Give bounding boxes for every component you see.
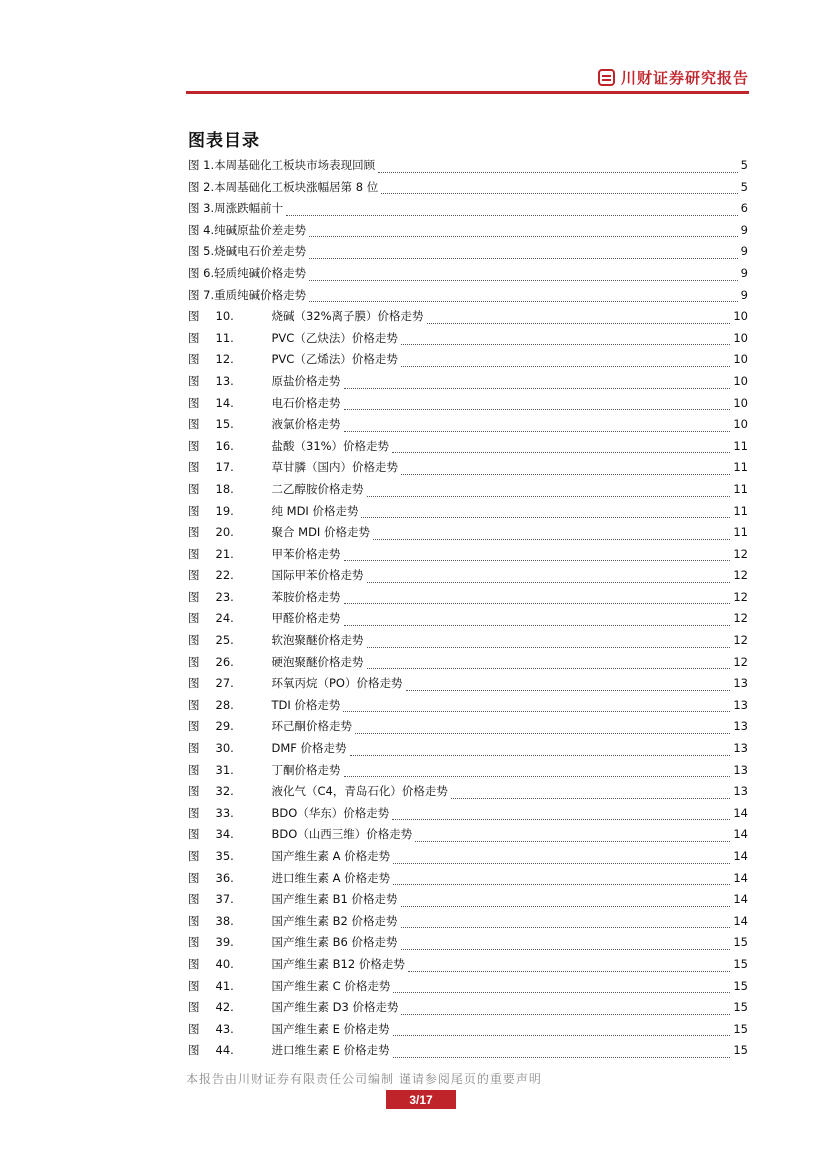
toc-entry[interactable] xyxy=(188,848,748,870)
toc-entry-number: 21. xyxy=(215,546,234,561)
toc-entry-page: 12 xyxy=(733,546,748,561)
toc-leader-dots xyxy=(344,559,731,561)
toc-entry-page: 5 xyxy=(740,179,748,194)
toc-entry-page: 12 xyxy=(733,633,748,648)
toc-entry[interactable] xyxy=(188,222,748,244)
toc-leader-dots xyxy=(451,797,731,799)
toc-leader-dots xyxy=(344,430,731,432)
toc-entry[interactable] xyxy=(188,1042,748,1064)
toc-entry-label: 图 xyxy=(188,762,200,777)
toc-entry-label: 图 2. xyxy=(188,179,215,194)
toc-entry-label: 图 3. xyxy=(188,201,215,216)
toc-entry[interactable] xyxy=(188,524,748,546)
toc-entry-page: 12 xyxy=(733,654,748,669)
toc-entry-title: TDI 价格走势 xyxy=(271,697,341,712)
toc-leader-dots xyxy=(401,948,731,950)
toc-entry-number: 36. xyxy=(215,870,234,885)
toc-entry-title: 国产维生素 E 价格走势 xyxy=(271,1021,390,1036)
toc-entry-label: 图 xyxy=(188,438,200,453)
toc-leader-dots xyxy=(344,775,731,777)
toc-entry-number: 25. xyxy=(215,633,234,648)
toc-entry-title: 二乙醇胺价格走势 xyxy=(271,481,364,496)
toc-entry-label: 图 xyxy=(188,309,200,324)
toc-entry-title: 环氧丙烷（PO）价格走势 xyxy=(271,676,403,691)
toc-entry-page: 11 xyxy=(733,525,748,540)
toc-entry-page: 15 xyxy=(733,956,748,971)
toc-entry-number: 11. xyxy=(215,330,234,345)
toc-entry-page: 14 xyxy=(733,849,748,863)
toc-entry[interactable] xyxy=(188,330,748,352)
toc-leader-dots xyxy=(343,710,730,712)
toc-entry[interactable] xyxy=(188,740,748,762)
toc-entry-label: 图 xyxy=(188,827,200,842)
toc-entry-number: 38. xyxy=(215,913,234,928)
toc-entry[interactable] xyxy=(188,438,748,460)
toc-entry-number: 14. xyxy=(215,395,234,410)
toc-entry-label: 图 xyxy=(188,1000,200,1015)
toc-entry-title: BDO（山西三维）价格走势 xyxy=(271,827,413,842)
toc-entry-title: 甲醛价格走势 xyxy=(271,611,341,626)
toc-entry-number: 43. xyxy=(215,1021,234,1036)
toc-entry[interactable] xyxy=(188,891,748,913)
toc-entry[interactable] xyxy=(188,308,748,330)
toc-entry-label: 图 xyxy=(188,870,200,885)
toc-entry[interactable] xyxy=(188,200,748,222)
toc-entry[interactable] xyxy=(188,351,748,373)
toc-entry-number: 39. xyxy=(215,935,234,950)
toc-entry[interactable] xyxy=(188,589,748,611)
toc-entry-number: 16. xyxy=(215,438,234,453)
toc-entry-title: 进口维生素 A 价格走势 xyxy=(271,870,391,885)
toc-entry-title: 硬泡聚醚价格走势 xyxy=(271,654,364,669)
toc-leader-dots xyxy=(393,883,730,885)
toc-entry[interactable] xyxy=(188,978,748,1000)
toc-entry-title: 国际甲苯价格走势 xyxy=(271,568,364,583)
toc-entry-label: 图 xyxy=(188,546,200,561)
toc-entry-label: 图 xyxy=(188,373,200,388)
toc-entry-number: 42. xyxy=(215,1000,234,1015)
header-divider xyxy=(186,91,749,94)
toc-entry-title: 烧碱电石价差走势 xyxy=(214,244,307,259)
toc-entry[interactable] xyxy=(188,826,748,848)
toc-entry-title: 国产维生素 C 价格走势 xyxy=(271,978,391,993)
toc-entry-page: 14 xyxy=(733,805,748,820)
toc-entry-number: 30. xyxy=(215,741,234,756)
toc-entry[interactable] xyxy=(188,610,748,632)
toc-entry-label: 图 xyxy=(188,741,200,756)
toc-entry-label: 图 xyxy=(188,395,200,410)
toc-entry-page: 10 xyxy=(733,417,748,432)
toc-entry-page: 9 xyxy=(740,222,748,237)
toc-entry-title: 电石价格走势 xyxy=(271,395,341,410)
toc-entry-label: 图 6. xyxy=(188,265,215,280)
toc-entry[interactable] xyxy=(188,243,748,265)
toc-entry[interactable] xyxy=(188,697,748,719)
toc-entry-label: 图 xyxy=(188,460,200,475)
toc-entry-number: 31. xyxy=(215,762,234,777)
toc-entry[interactable] xyxy=(188,546,748,568)
toc-leader-dots xyxy=(393,991,730,993)
toc-entry[interactable] xyxy=(188,718,748,740)
toc-entry-page: 15 xyxy=(733,1021,748,1036)
toc-entry-label: 图 xyxy=(188,589,200,604)
toc-entry-title: 国产维生素 B1 价格走势 xyxy=(271,892,398,907)
toc-entry-page: 6 xyxy=(740,201,748,216)
toc-list xyxy=(188,157,748,1064)
brand-name: 川财证券研究报告 xyxy=(620,69,749,87)
toc-leader-dots xyxy=(367,581,731,583)
toc-entry[interactable] xyxy=(188,999,748,1021)
toc-entry[interactable] xyxy=(188,567,748,589)
toc-entry-number: 23. xyxy=(215,589,234,604)
chuancai-logo-icon xyxy=(598,69,615,86)
toc-entry-label: 图 xyxy=(188,719,200,734)
toc-entry-label: 图 xyxy=(188,935,200,950)
toc-entry[interactable] xyxy=(188,179,748,201)
toc-entry-label: 图 xyxy=(188,805,200,820)
toc-entry-page: 13 xyxy=(733,676,748,691)
toc-entry-page: 12 xyxy=(733,568,748,583)
toc-entry-page: 14 xyxy=(733,913,748,928)
toc-entry-page: 9 xyxy=(740,287,748,302)
toc-entry-label: 图 xyxy=(188,849,200,863)
toc-entry-number: 17. xyxy=(215,460,234,475)
toc-leader-dots xyxy=(344,387,731,389)
toc-entry-title: BDO（华东）价格走势 xyxy=(271,805,390,820)
toc-entry[interactable] xyxy=(188,373,748,395)
toc-entry[interactable] xyxy=(188,805,748,827)
toc-leader-dots xyxy=(392,818,730,820)
toc-entry[interactable] xyxy=(188,503,748,525)
toc-entry-title: 盐酸（31%）价格走势 xyxy=(271,438,390,453)
toc-entry-page: 10 xyxy=(733,395,748,410)
toc-leader-dots xyxy=(401,1013,730,1015)
toc-entry-number: 32. xyxy=(215,784,234,799)
toc-entry-title: 丁酮价格走势 xyxy=(271,762,341,777)
toc-title: 图表目录 xyxy=(188,131,260,151)
toc-entry-title: 甲苯价格走势 xyxy=(271,546,341,561)
toc-entry-label: 图 xyxy=(188,633,200,648)
toc-leader-dots xyxy=(361,516,730,518)
toc-entry-page: 14 xyxy=(733,870,748,885)
header-brand xyxy=(598,67,749,88)
toc-entry-label: 图 xyxy=(188,417,200,432)
toc-leader-dots xyxy=(393,862,730,864)
toc-entry-title: 液化气（C4，青岛石化）价格走势 xyxy=(271,784,448,799)
toc-leader-dots xyxy=(393,1034,731,1036)
toc-entry-page: 10 xyxy=(733,352,748,367)
footer-statement: 本报告由川财证券有限责任公司编制 谨请参阅尾页的重要声明 xyxy=(186,1072,542,1086)
toc-entry[interactable] xyxy=(188,913,748,935)
toc-entry-label: 图 xyxy=(188,481,200,496)
toc-entry-title: 草甘膦（国内）价格走势 xyxy=(271,460,398,475)
toc-entry-title: 国产维生素 D3 价格走势 xyxy=(271,1000,399,1015)
toc-entry-page: 13 xyxy=(733,784,748,799)
toc-entry-label: 图 xyxy=(188,913,200,928)
toc-entry-title: 进口维生素 E 价格走势 xyxy=(271,1043,390,1058)
toc-entry[interactable] xyxy=(188,762,748,784)
toc-entry-title: 轻质纯碱价格走势 xyxy=(214,265,307,280)
toc-leader-dots xyxy=(406,689,731,691)
toc-entry-label: 图 xyxy=(188,1021,200,1036)
toc-entry-label: 图 5. xyxy=(188,244,215,259)
toc-entry-title: 环己酮价格走势 xyxy=(271,719,352,734)
toc-entry-title: 纯碱原盐价差走势 xyxy=(214,222,307,237)
toc-entry[interactable] xyxy=(188,287,748,309)
toc-entry[interactable] xyxy=(188,783,748,805)
toc-entry[interactable] xyxy=(188,416,748,438)
toc-entry-title: 液氯价格走势 xyxy=(271,417,341,432)
toc-entry-page: 10 xyxy=(733,330,748,345)
toc-entry-label: 图 xyxy=(188,654,200,669)
toc-entry[interactable] xyxy=(188,654,748,676)
toc-entry-title: 聚合 MDI 价格走势 xyxy=(271,525,370,540)
toc-entry-title: PVC（乙烯法）价格走势 xyxy=(271,352,398,367)
toc-entry-title: 本周基础化工板块市场表现回顾 xyxy=(214,158,376,172)
toc-entry-title: 国产维生素 B2 价格走势 xyxy=(271,913,398,928)
toc-entry-number: 41. xyxy=(215,978,234,993)
page-number-badge: 3/17 xyxy=(386,1090,456,1109)
toc-entry-page: 13 xyxy=(733,719,748,734)
toc-leader-dots xyxy=(286,214,738,216)
toc-entry-title: 纯 MDI 价格走势 xyxy=(271,503,359,518)
toc-entry-label: 图 4. xyxy=(188,222,215,237)
toc-entry-number: 44. xyxy=(215,1043,234,1058)
toc-leader-dots xyxy=(309,257,738,259)
toc-leader-dots xyxy=(344,624,731,626)
toc-entry-label: 图 xyxy=(188,503,200,518)
toc-entry-number: 24. xyxy=(215,611,234,626)
toc-leader-dots xyxy=(378,171,738,173)
toc-entry[interactable] xyxy=(188,1021,748,1043)
toc-entry[interactable] xyxy=(188,265,748,287)
toc-leader-dots xyxy=(408,970,731,972)
toc-entry-page: 15 xyxy=(733,1043,748,1058)
toc-leader-dots xyxy=(355,732,730,734)
toc-leader-dots xyxy=(401,365,731,367)
toc-entry-label: 图 xyxy=(188,525,200,540)
toc-leader-dots xyxy=(392,451,730,453)
toc-entry[interactable] xyxy=(188,956,748,978)
toc-entry-page: 5 xyxy=(740,158,748,172)
toc-entry[interactable] xyxy=(188,481,748,503)
toc-leader-dots xyxy=(367,646,731,648)
toc-entry-label: 图 xyxy=(188,611,200,626)
toc-entry-title: DMF 价格走势 xyxy=(271,741,347,756)
toc-entry-label: 图 xyxy=(188,568,200,583)
toc-leader-dots xyxy=(381,192,737,194)
toc-entry-page: 9 xyxy=(740,244,748,259)
toc-entry-page: 15 xyxy=(733,978,748,993)
toc-entry-title: 本周基础化工板块涨幅居第 8 位 xyxy=(214,179,379,194)
toc-entry-number: 29. xyxy=(215,719,234,734)
toc-entry-label: 图 xyxy=(188,676,200,691)
toc-entry-page: 11 xyxy=(733,481,748,496)
toc-entry-number: 12. xyxy=(215,352,234,367)
toc-entry-label: 图 xyxy=(188,697,200,712)
toc-entry-label: 图 xyxy=(188,784,200,799)
toc-entry-page: 11 xyxy=(733,438,748,453)
toc-leader-dots xyxy=(427,322,731,324)
toc-entry-page: 14 xyxy=(733,827,748,842)
toc-leader-dots xyxy=(309,300,738,302)
toc-leader-dots xyxy=(393,1056,731,1058)
toc-entry-number: 22. xyxy=(215,568,234,583)
toc-entry-number: 27. xyxy=(215,676,234,691)
toc-entry-number: 26. xyxy=(215,654,234,669)
toc-entry-number: 40. xyxy=(215,956,234,971)
toc-entry-title: 国产维生素 B6 价格走势 xyxy=(271,935,398,950)
toc-entry-page: 15 xyxy=(733,935,748,950)
toc-entry[interactable] xyxy=(188,870,748,892)
toc-leader-dots xyxy=(367,495,731,497)
toc-entry-label: 图 1. xyxy=(188,158,215,172)
toc-entry-number: 37. xyxy=(215,892,234,907)
toc-entry-title: 周涨跌幅前十 xyxy=(214,201,284,216)
toc-entry-number: 20. xyxy=(215,525,234,540)
toc-entry-number: 19. xyxy=(215,503,234,518)
toc-entry-title: 烧碱（32%离子膜）价格走势 xyxy=(271,309,424,324)
toc-entry-title: 软泡聚醚价格走势 xyxy=(271,633,364,648)
toc-entry-page: 13 xyxy=(733,697,748,712)
toc-leader-dots xyxy=(401,926,731,928)
toc-entry-title: 国产维生素 B12 价格走势 xyxy=(271,956,405,971)
toc-leader-dots xyxy=(309,235,738,237)
toc-leader-dots xyxy=(401,473,730,475)
toc-entry-page: 12 xyxy=(733,589,748,604)
toc-entry-page: 13 xyxy=(733,741,748,756)
toc-leader-dots xyxy=(367,667,731,669)
toc-entry-number: 33. xyxy=(215,805,234,820)
toc-entry-number: 18. xyxy=(215,481,234,496)
toc-entry-page: 9 xyxy=(740,265,748,280)
toc-entry-page: 10 xyxy=(733,309,748,324)
toc-leader-dots xyxy=(415,840,730,842)
toc-leader-dots xyxy=(344,602,731,604)
toc-entry-page: 12 xyxy=(733,611,748,626)
toc-entry[interactable] xyxy=(188,632,748,654)
toc-entry[interactable] xyxy=(188,675,748,697)
toc-leader-dots xyxy=(401,343,731,345)
toc-leader-dots xyxy=(401,905,731,907)
toc-entry-label: 图 xyxy=(188,956,200,971)
toc-entry-page: 11 xyxy=(733,460,748,475)
toc-entry-title: 苯胺价格走势 xyxy=(271,589,341,604)
toc-entry-number: 34. xyxy=(215,827,234,842)
toc-entry-label: 图 xyxy=(188,352,200,367)
toc-entry-title: 重质纯碱价格走势 xyxy=(214,287,307,302)
toc-entry-page: 15 xyxy=(733,1000,748,1015)
toc-entry[interactable] xyxy=(188,157,748,179)
toc-entry-number: 13. xyxy=(215,373,234,388)
toc-entry-label: 图 xyxy=(188,978,200,993)
toc-entry-page: 14 xyxy=(733,892,748,907)
toc-entry[interactable] xyxy=(188,934,748,956)
toc-leader-dots xyxy=(344,408,731,410)
toc-leader-dots xyxy=(350,754,731,756)
toc-entry-number: 15. xyxy=(215,417,234,432)
toc-entry-label: 图 xyxy=(188,1043,200,1058)
toc-entry-title: 原盐价格走势 xyxy=(271,373,341,388)
toc-entry-page: 11 xyxy=(733,503,748,518)
toc-entry-label: 图 xyxy=(188,330,200,345)
toc-entry-page: 10 xyxy=(733,373,748,388)
toc-entry-number: 28. xyxy=(215,697,234,712)
toc-entry[interactable] xyxy=(188,395,748,417)
toc-leader-dots xyxy=(373,538,730,540)
toc-entry-number: 10. xyxy=(215,309,234,324)
toc-entry[interactable] xyxy=(188,459,748,481)
toc-entry-title: PVC（乙炔法）价格走势 xyxy=(271,330,398,345)
toc-entry-page: 13 xyxy=(733,762,748,777)
toc-entry-title: 国产维生素 A 价格走势 xyxy=(271,849,391,863)
toc-entry-label: 图 7. xyxy=(188,287,215,302)
toc-entry-label: 图 xyxy=(188,892,200,907)
toc-leader-dots xyxy=(309,279,738,281)
toc-entry-number: 35. xyxy=(215,849,234,863)
